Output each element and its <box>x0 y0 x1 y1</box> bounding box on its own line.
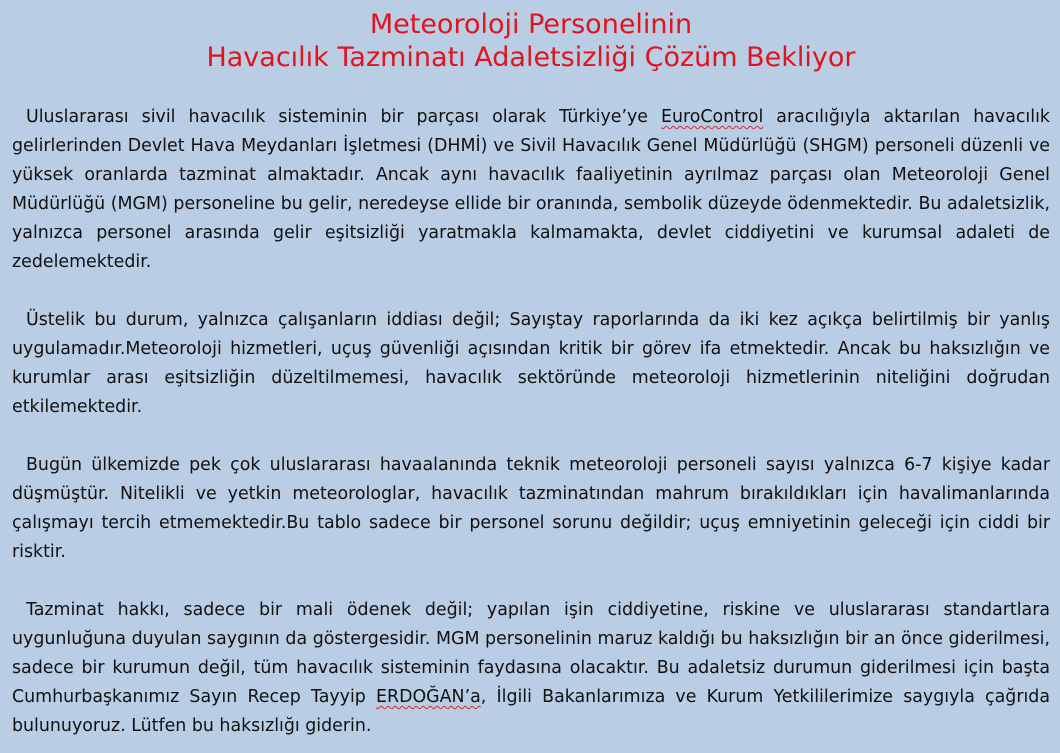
page-title <box>12 8 1050 74</box>
title-line-2: Havacılık Tazminatı Adaletsizliği Çözüm Bekliyor <box>206 42 856 73</box>
paragraph-4-text-end: , İlgili Bakanlarımıza ve Kurum Yetkililerimize saygıyla çağrıda bulunuyoruz. Lütfen bu haksızlığı giderin. <box>12 687 1050 736</box>
paragraph-1-text-start: Uluslararası sivil havacılık sisteminin bir parçası olarak Türkiye’ye <box>26 107 661 127</box>
paragraph-2: Üstelik bu durum, yalnızca çalışanların iddiası değil; Sayıştay raporlarında da iki kez açıkça belirtilmiş bir yanlış uygulamadır.Meteoroloji hizmetleri, uçuş güvenliği açısından kritik bir görev ifa etmektedir. Ancak bu haksızlığın ve kurumlar arası eşitsizliğin düzeltilmemesi, havacılık sektöründe meteoroloji hizmetlerinin niteliğini doğrudan etkilemektedir. <box>12 310 1050 417</box>
paragraph-3: Bugün ülkemizde pek çok uluslararası havaalanında teknik meteoroloji personeli sayısı yalnızca 6-7 kişiye kadar düşmüştür. Nitelikli ve yetkin meteorologlar, havacılık tazminatından mahrum bırakıldıkları için havalimanlarında çalışmayı tercih etmemektedir.Bu tablo sadece bir personel sorunu değildir; uçuş emniyetinin geleceği için ciddi bir risktir. <box>12 455 1050 562</box>
title-line-1: Meteoroloji Personelinin <box>369 9 693 40</box>
paragraph-1-text-end: aracılığıyla aktarılan havacılık gelirlerinden Devlet Hava Meydanları İşletmesi (DHMİ) ve Sivil Havacılık Genel Müdürlüğü (SHGM) personeli düzenli ve yüksek oranlarda tazminat almaktadır. Ancak aynı havacılık faaliyetinin ayrılmaz parçası olan Meteoroloji Genel Müdürlüğü (MGM) personeline bu gelir, neredeyse ellide bir oranında, sembolik düzeyde ödenmektedir. Bu adaletsizlik, yalnızca personel arasında gelir eşitsizliği yaratmakla kalmamakta, devlet ciddiyetini ve kurumsal adaleti de zedelemektedir. <box>12 107 1050 272</box>
paragraph-4 <box>12 596 1050 741</box>
spellcheck-flagged-word: ERDOĞAN’a <box>376 687 481 707</box>
paragraph-4-text-start: Tazminat hakkı, sadece bir mali ödenek değil; yapılan işin ciddiyetine, riskine ve uluslararası standartlara uygunluğuna duyulan saygının da göstergesidir. MGM personelinin maruz kaldığı bu haksızlığın bir an önce giderilmesi, sadece bir kurumun değil, tüm havacılık sisteminin faydasına olacaktır. Bu adaletsiz durumun giderilmesi için başta Cumhurbaşkanımız Sayın Recep Tayyip <box>12 600 1050 707</box>
paragraph-1 <box>12 103 1050 277</box>
spellcheck-flagged-word: EuroControl <box>661 107 764 127</box>
article-body <box>12 103 1050 741</box>
